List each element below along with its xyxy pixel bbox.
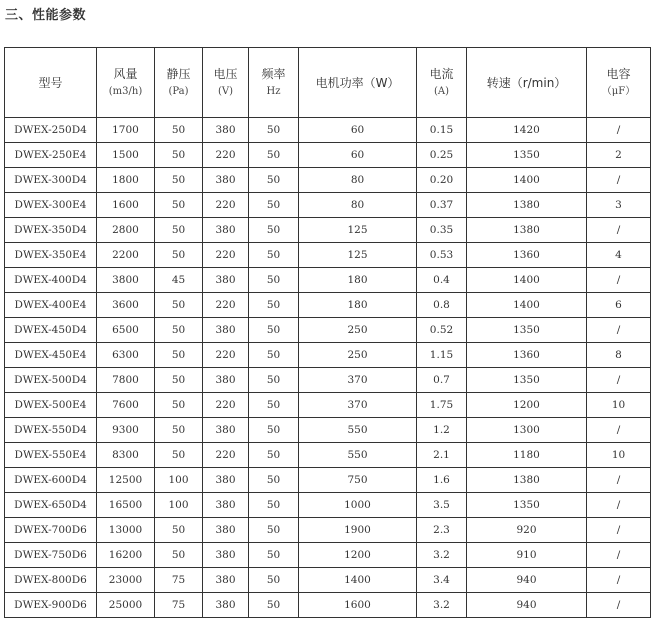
cell-airflow: 6300 (97, 343, 155, 368)
cell-frequency: 50 (249, 293, 299, 318)
cell-current: 1.15 (417, 343, 467, 368)
cell-motor-power: 550 (299, 443, 417, 468)
cell-capacitor: / (587, 593, 651, 618)
cell-airflow: 3800 (97, 268, 155, 293)
table-row (5, 518, 651, 543)
cell-current: 1.75 (417, 393, 467, 418)
cell-motor-power: 1400 (299, 568, 417, 593)
cell-voltage: 220 (203, 343, 249, 368)
cell-voltage: 380 (203, 268, 249, 293)
cell-motor-power: 125 (299, 243, 417, 268)
cell-static-pressure: 50 (155, 118, 203, 143)
table-row (5, 393, 651, 418)
cell-frequency: 50 (249, 593, 299, 618)
cell-airflow: 12500 (97, 468, 155, 493)
header-airflow: 风量 (m3/h) (97, 48, 155, 118)
cell-voltage: 380 (203, 418, 249, 443)
cell-airflow: 1600 (97, 193, 155, 218)
cell-speed: 1400 (467, 168, 587, 193)
cell-model: DWEX-500E4 (5, 393, 97, 418)
cell-frequency: 50 (249, 318, 299, 343)
cell-current: 1.6 (417, 468, 467, 493)
cell-airflow: 16200 (97, 543, 155, 568)
cell-model: DWEX-700D6 (5, 518, 97, 543)
section-title: 三、性能参数 (5, 8, 87, 23)
cell-capacitor: / (587, 518, 651, 543)
cell-voltage: 380 (203, 593, 249, 618)
cell-static-pressure: 50 (155, 343, 203, 368)
cell-motor-power: 250 (299, 343, 417, 368)
cell-voltage: 380 (203, 318, 249, 343)
table-row (5, 493, 651, 518)
cell-capacitor: / (587, 418, 651, 443)
header-voltage: 电压 (V) (203, 48, 249, 118)
cell-model: DWEX-350D4 (5, 218, 97, 243)
cell-speed: 1360 (467, 343, 587, 368)
cell-current: 0.52 (417, 318, 467, 343)
cell-current: 2.1 (417, 443, 467, 468)
cell-current: 0.4 (417, 268, 467, 293)
cell-capacitor: / (587, 168, 651, 193)
cell-capacitor: 10 (587, 443, 651, 468)
cell-frequency: 50 (249, 493, 299, 518)
cell-static-pressure: 50 (155, 368, 203, 393)
cell-capacitor: / (587, 493, 651, 518)
cell-airflow: 23000 (97, 568, 155, 593)
cell-capacitor: / (587, 568, 651, 593)
cell-static-pressure: 50 (155, 393, 203, 418)
cell-static-pressure: 50 (155, 218, 203, 243)
table-row (5, 368, 651, 393)
cell-airflow: 7800 (97, 368, 155, 393)
cell-voltage: 380 (203, 493, 249, 518)
cell-frequency: 50 (249, 243, 299, 268)
cell-model: DWEX-600D4 (5, 468, 97, 493)
cell-airflow: 25000 (97, 593, 155, 618)
cell-frequency: 50 (249, 418, 299, 443)
cell-motor-power: 370 (299, 393, 417, 418)
cell-airflow: 2800 (97, 218, 155, 243)
cell-model: DWEX-800D6 (5, 568, 97, 593)
cell-voltage: 220 (203, 393, 249, 418)
cell-capacitor: / (587, 368, 651, 393)
cell-static-pressure: 50 (155, 193, 203, 218)
cell-motor-power: 1200 (299, 543, 417, 568)
cell-speed: 1360 (467, 243, 587, 268)
cell-motor-power: 750 (299, 468, 417, 493)
cell-current: 0.35 (417, 218, 467, 243)
cell-static-pressure: 50 (155, 168, 203, 193)
table-row (5, 293, 651, 318)
cell-model: DWEX-400E4 (5, 293, 97, 318)
cell-model: DWEX-550E4 (5, 443, 97, 468)
cell-frequency: 50 (249, 568, 299, 593)
cell-capacitor: 2 (587, 143, 651, 168)
cell-voltage: 380 (203, 218, 249, 243)
cell-speed: 910 (467, 543, 587, 568)
cell-static-pressure: 50 (155, 293, 203, 318)
cell-frequency: 50 (249, 168, 299, 193)
header-motor-power: 电机功率（W） (299, 48, 417, 118)
cell-capacitor: 8 (587, 343, 651, 368)
cell-model: DWEX-250D4 (5, 118, 97, 143)
cell-motor-power: 250 (299, 318, 417, 343)
cell-motor-power: 80 (299, 168, 417, 193)
cell-current: 3.4 (417, 568, 467, 593)
cell-static-pressure: 75 (155, 568, 203, 593)
cell-motor-power: 125 (299, 218, 417, 243)
cell-static-pressure: 100 (155, 493, 203, 518)
cell-model: DWEX-350E4 (5, 243, 97, 268)
cell-capacitor: / (587, 468, 651, 493)
cell-voltage: 220 (203, 143, 249, 168)
cell-voltage: 220 (203, 443, 249, 468)
cell-motor-power: 180 (299, 268, 417, 293)
cell-static-pressure: 50 (155, 518, 203, 543)
cell-frequency: 50 (249, 518, 299, 543)
cell-voltage: 220 (203, 293, 249, 318)
cell-model: DWEX-500D4 (5, 368, 97, 393)
cell-motor-power: 1600 (299, 593, 417, 618)
cell-model: DWEX-650D4 (5, 493, 97, 518)
cell-model: DWEX-250E4 (5, 143, 97, 168)
table-body (5, 118, 651, 618)
cell-capacitor: / (587, 118, 651, 143)
cell-speed: 1400 (467, 268, 587, 293)
cell-model: DWEX-900D6 (5, 593, 97, 618)
table-row (5, 568, 651, 593)
cell-current: 0.20 (417, 168, 467, 193)
header-current: 电流 (A) (417, 48, 467, 118)
cell-speed: 1380 (467, 468, 587, 493)
table-row (5, 468, 651, 493)
cell-capacitor: 4 (587, 243, 651, 268)
cell-current: 3.2 (417, 543, 467, 568)
cell-model: DWEX-450E4 (5, 343, 97, 368)
cell-model: DWEX-300E4 (5, 193, 97, 218)
cell-motor-power: 370 (299, 368, 417, 393)
header-static-pressure: 静压 (Pa) (155, 48, 203, 118)
cell-static-pressure: 50 (155, 443, 203, 468)
table-row (5, 593, 651, 618)
cell-airflow: 9300 (97, 418, 155, 443)
cell-airflow: 7600 (97, 393, 155, 418)
cell-speed: 1350 (467, 493, 587, 518)
cell-speed: 1350 (467, 368, 587, 393)
cell-motor-power: 60 (299, 118, 417, 143)
cell-airflow: 13000 (97, 518, 155, 543)
table-row (5, 168, 651, 193)
cell-frequency: 50 (249, 393, 299, 418)
cell-model: DWEX-450D4 (5, 318, 97, 343)
cell-frequency: 50 (249, 218, 299, 243)
cell-voltage: 380 (203, 168, 249, 193)
header-frequency: 频率 Hz (249, 48, 299, 118)
cell-capacitor: / (587, 218, 651, 243)
cell-voltage: 380 (203, 118, 249, 143)
cell-speed: 920 (467, 518, 587, 543)
cell-voltage: 220 (203, 193, 249, 218)
cell-static-pressure: 50 (155, 543, 203, 568)
cell-voltage: 380 (203, 468, 249, 493)
cell-motor-power: 180 (299, 293, 417, 318)
cell-speed: 1380 (467, 218, 587, 243)
cell-speed: 1350 (467, 143, 587, 168)
table-row (5, 318, 651, 343)
cell-capacitor: / (587, 543, 651, 568)
cell-model: DWEX-750D6 (5, 543, 97, 568)
cell-frequency: 50 (249, 468, 299, 493)
table-row (5, 218, 651, 243)
cell-speed: 940 (467, 593, 587, 618)
cell-static-pressure: 75 (155, 593, 203, 618)
cell-airflow: 6500 (97, 318, 155, 343)
cell-frequency: 50 (249, 343, 299, 368)
header-speed: 转速（r/min） (467, 48, 587, 118)
cell-frequency: 50 (249, 193, 299, 218)
header-model: 型号 (5, 48, 97, 118)
cell-speed: 1400 (467, 293, 587, 318)
cell-static-pressure: 50 (155, 318, 203, 343)
cell-capacitor: 3 (587, 193, 651, 218)
cell-current: 0.8 (417, 293, 467, 318)
cell-static-pressure: 50 (155, 143, 203, 168)
cell-frequency: 50 (249, 268, 299, 293)
cell-airflow: 1500 (97, 143, 155, 168)
cell-airflow: 16500 (97, 493, 155, 518)
table-header-row (5, 48, 651, 118)
cell-motor-power: 60 (299, 143, 417, 168)
cell-current: 0.25 (417, 143, 467, 168)
cell-frequency: 50 (249, 368, 299, 393)
cell-frequency: 50 (249, 443, 299, 468)
cell-current: 0.15 (417, 118, 467, 143)
cell-speed: 1180 (467, 443, 587, 468)
cell-static-pressure: 50 (155, 243, 203, 268)
cell-capacitor: / (587, 268, 651, 293)
cell-static-pressure: 50 (155, 418, 203, 443)
table-row (5, 193, 651, 218)
cell-static-pressure: 100 (155, 468, 203, 493)
header-capacitor: 电容 （μF） (587, 48, 651, 118)
cell-airflow: 8300 (97, 443, 155, 468)
cell-speed: 1200 (467, 393, 587, 418)
cell-frequency: 50 (249, 118, 299, 143)
cell-frequency: 50 (249, 143, 299, 168)
cell-capacitor: 6 (587, 293, 651, 318)
cell-voltage: 380 (203, 543, 249, 568)
cell-voltage: 380 (203, 568, 249, 593)
table-row (5, 243, 651, 268)
table-row (5, 443, 651, 468)
cell-capacitor: / (587, 318, 651, 343)
cell-airflow: 2200 (97, 243, 155, 268)
cell-current: 0.37 (417, 193, 467, 218)
cell-speed: 1300 (467, 418, 587, 443)
cell-model: DWEX-300D4 (5, 168, 97, 193)
table-row (5, 543, 651, 568)
table-row (5, 268, 651, 293)
cell-current: 0.7 (417, 368, 467, 393)
cell-current: 1.2 (417, 418, 467, 443)
cell-motor-power: 80 (299, 193, 417, 218)
cell-airflow: 1700 (97, 118, 155, 143)
cell-current: 3.2 (417, 593, 467, 618)
cell-voltage: 380 (203, 518, 249, 543)
performance-table (4, 47, 651, 618)
table-row (5, 118, 651, 143)
cell-motor-power: 550 (299, 418, 417, 443)
cell-motor-power: 1900 (299, 518, 417, 543)
cell-speed: 1420 (467, 118, 587, 143)
cell-model: DWEX-550D4 (5, 418, 97, 443)
cell-capacitor: 10 (587, 393, 651, 418)
table-row (5, 143, 651, 168)
cell-current: 0.53 (417, 243, 467, 268)
cell-current: 2.3 (417, 518, 467, 543)
cell-static-pressure: 45 (155, 268, 203, 293)
cell-voltage: 380 (203, 368, 249, 393)
cell-airflow: 3600 (97, 293, 155, 318)
cell-speed: 1380 (467, 193, 587, 218)
table-row (5, 343, 651, 368)
cell-voltage: 220 (203, 243, 249, 268)
cell-model: DWEX-400D4 (5, 268, 97, 293)
cell-speed: 1350 (467, 318, 587, 343)
cell-airflow: 1800 (97, 168, 155, 193)
cell-current: 3.5 (417, 493, 467, 518)
cell-frequency: 50 (249, 543, 299, 568)
cell-motor-power: 1000 (299, 493, 417, 518)
cell-speed: 940 (467, 568, 587, 593)
table-row (5, 418, 651, 443)
